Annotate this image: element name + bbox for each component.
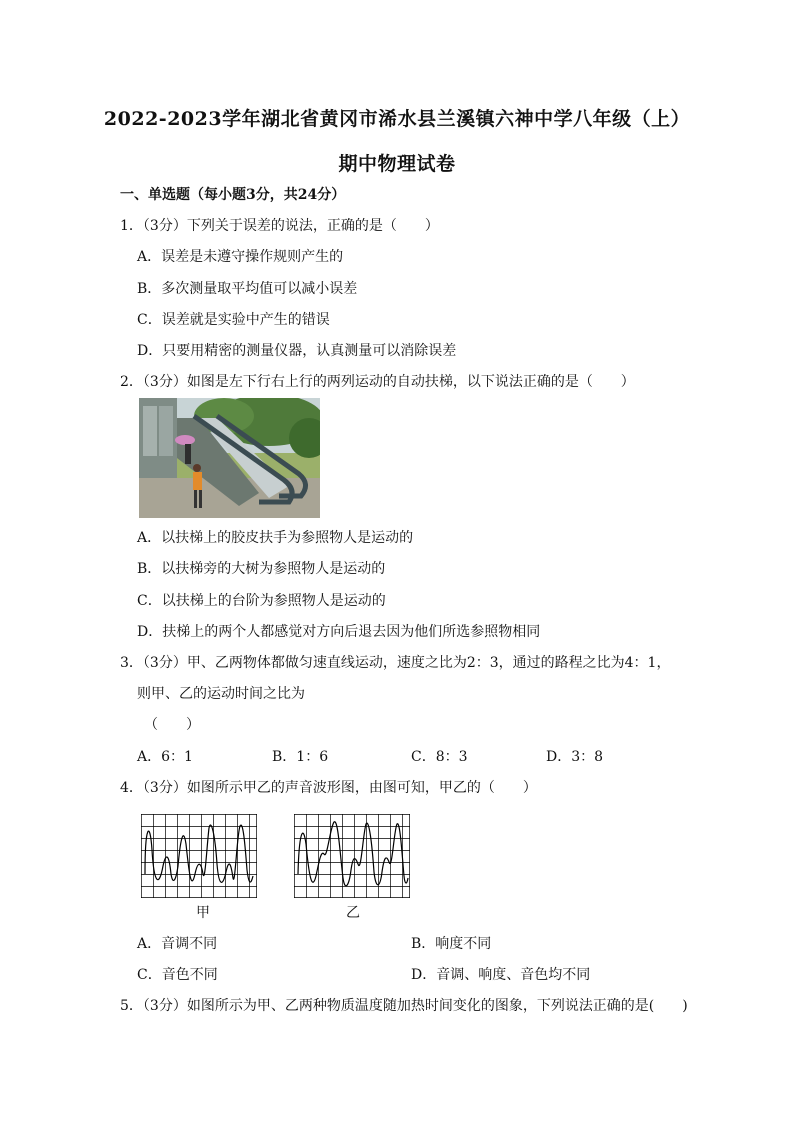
- question-3-option-d: D．3：8: [546, 749, 604, 765]
- question-2-option-a: A．以扶梯上的胶皮扶手为参照物人是运动的: [137, 530, 414, 546]
- waveform-jia-label: 甲: [196, 905, 210, 921]
- question-4-stem: 4．（3分）如图所示甲乙的声音波形图，由图可知，甲乙的（ ）: [120, 780, 537, 796]
- question-3-option-a: A．6：1: [137, 749, 193, 765]
- question-4-option-a: A．音调不同: [137, 936, 218, 952]
- question-1-stem: 1．（3分）下列关于误差的说法，正确的是（ ）: [120, 218, 439, 234]
- question-2-option-c: C．以扶梯上的台阶为参照物人是运动的: [137, 593, 386, 609]
- question-2-stem: 2．（3分）如图是左下行右上行的两列运动的自动扶梯，以下说法正确的是（ ）: [120, 374, 635, 390]
- question-3-option-c: C．8：3: [411, 749, 468, 765]
- waveform-jia: [141, 814, 257, 898]
- exam-title-line2: 期中物理试卷: [338, 153, 456, 175]
- question-3-stem-line2: 则甲、乙的运动时间之比为: [137, 686, 305, 702]
- question-3-stem-line1: 3．（3分）甲、乙两物体都做匀速直线运动，速度之比为2：3，通过的路程之比为4：1，: [120, 655, 671, 671]
- waveform-yi: [294, 814, 410, 898]
- question-2-option-d: D．扶梯上的两个人都感觉对方向后退去因为他们所选参照物相同: [137, 624, 541, 640]
- question-1-option-d: D．只要用精密的测量仪器，认真测量可以消除误差: [137, 343, 457, 359]
- question-3-option-b: B．1：6: [272, 749, 329, 765]
- question-2-option-b: B．以扶梯旁的大树为参照物人是运动的: [137, 561, 386, 577]
- question-5-stem: 5．（3分）如图所示为甲、乙两种物质温度随加热时间变化的图象，下列说法正确的是( ): [120, 998, 688, 1014]
- section-heading: 一、单选题（每小题3分，共24分）: [120, 187, 346, 203]
- waveform-yi-label: 乙: [346, 905, 360, 921]
- question-4-option-c: C．音色不同: [137, 967, 218, 983]
- question-1-option-a: A．误差是未遵守操作规则产生的: [137, 249, 344, 265]
- question-4-option-d: D．音调、响度、音色均不同: [411, 967, 591, 983]
- exam-title-line1: 2022-2023学年湖北省黄冈市浠水县兰溪镇六神中学八年级（上）: [103, 108, 691, 130]
- question-3-answer-blank: （ ）: [144, 717, 200, 733]
- question-1-option-c: C．误差就是实验中产生的错误: [137, 312, 330, 328]
- question-1-option-b: B．多次测量取平均值可以减小误差: [137, 281, 358, 297]
- question-4-option-b: B．响度不同: [411, 936, 492, 952]
- escalator-photo: [139, 398, 320, 518]
